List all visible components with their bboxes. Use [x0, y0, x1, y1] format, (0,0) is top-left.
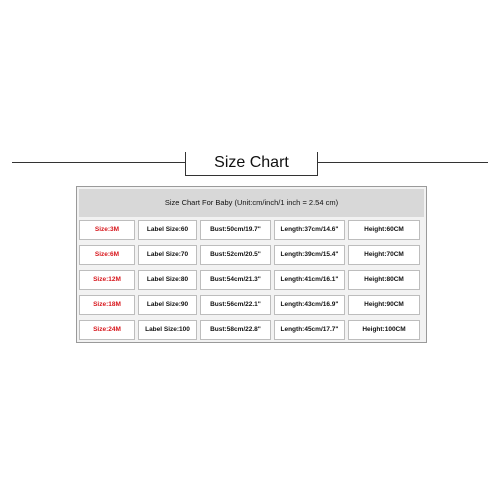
size-cell: Size:18M — [79, 295, 135, 315]
height-cell: Height:90CM — [348, 295, 420, 315]
bust-cell: Bust:58cm/22.8" — [200, 320, 271, 340]
height-cell: Height:60CM — [348, 220, 420, 240]
label-size-cell: Label Size:60 — [138, 220, 197, 240]
label-size-cell: Label Size:100 — [138, 320, 197, 340]
size-cell: Size:12M — [79, 270, 135, 290]
bust-cell: Bust:50cm/19.7" — [200, 220, 271, 240]
table-row — [79, 245, 424, 265]
table-header: Size Chart For Baby (Unit:cm/inch/1 inch = 2.54 cm) — [79, 189, 424, 217]
size-chart-table — [76, 186, 427, 343]
table-row — [79, 220, 424, 240]
table-row — [79, 320, 424, 340]
label-size-cell: Label Size:90 — [138, 295, 197, 315]
length-cell: Length:45cm/17.7" — [274, 320, 345, 340]
size-cell: Size:24M — [79, 320, 135, 340]
bust-cell: Bust:52cm/20.5" — [200, 245, 271, 265]
length-cell: Length:41cm/16.1" — [274, 270, 345, 290]
bust-cell: Bust:56cm/22.1" — [200, 295, 271, 315]
title-rule-left — [12, 162, 185, 163]
page-title: Size Chart — [185, 152, 318, 176]
table-row — [79, 295, 424, 315]
length-cell: Length:39cm/15.4" — [274, 245, 345, 265]
height-cell: Height:80CM — [348, 270, 420, 290]
length-cell: Length:43cm/16.9" — [274, 295, 345, 315]
title-rule-right — [318, 162, 488, 163]
table-row — [79, 270, 424, 290]
height-cell: Height:70CM — [348, 245, 420, 265]
length-cell: Length:37cm/14.6" — [274, 220, 345, 240]
bust-cell: Bust:54cm/21.3" — [200, 270, 271, 290]
height-cell: Height:100CM — [348, 320, 420, 340]
label-size-cell: Label Size:80 — [138, 270, 197, 290]
size-cell: Size:3M — [79, 220, 135, 240]
table-body — [79, 220, 424, 340]
label-size-cell: Label Size:70 — [138, 245, 197, 265]
size-cell: Size:6M — [79, 245, 135, 265]
